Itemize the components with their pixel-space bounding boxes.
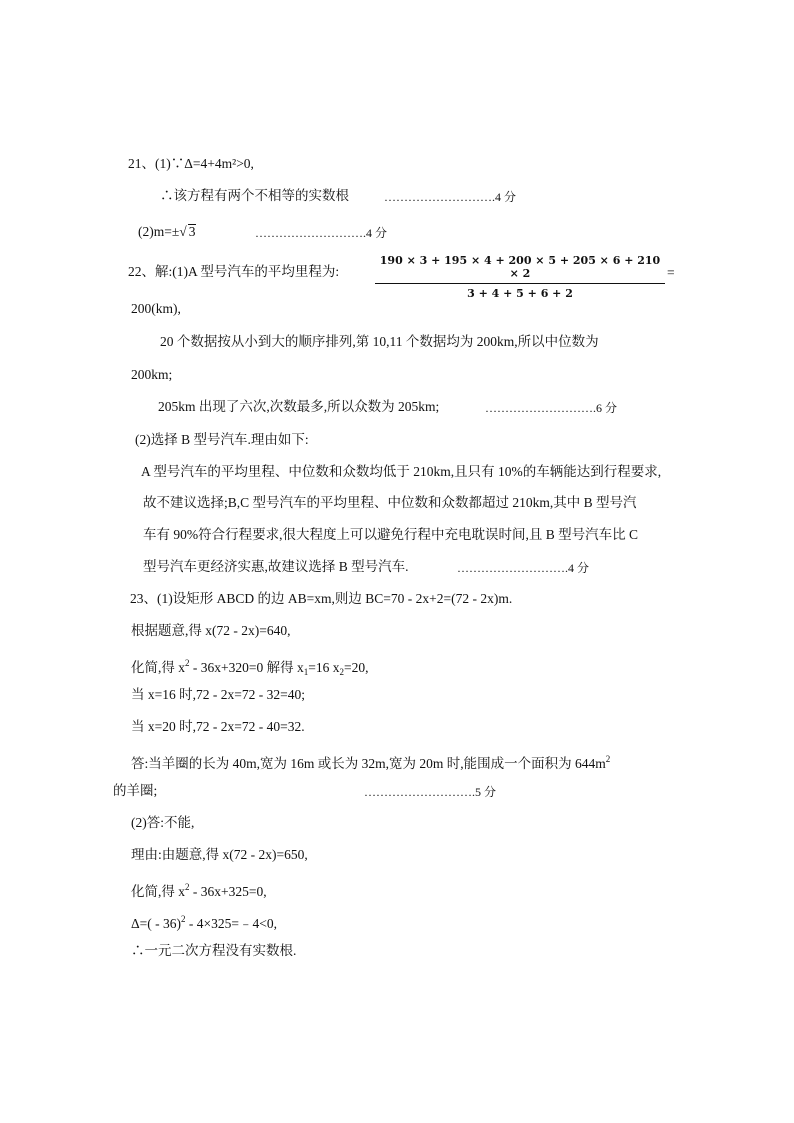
q23-answer-part-a: 答:当羊圈的长为 40m,宽为 16m 或长为 32m,宽为 20m 时,能围成一个面积为 644m <box>131 756 606 771</box>
q23-part2-line3-a: Δ=( - 36) <box>131 916 182 931</box>
q22-part2-heading: (2)选择 B 型号汽车.理由如下: <box>135 432 309 447</box>
q23-answer-line2: 的羊圈; <box>113 783 158 798</box>
q22-median-line1: 20 个数据按从小到大的顺序排列,第 10,11 个数据均为 200km,所以中位数为 <box>160 334 599 349</box>
q23-part2-line3-sup: 2 <box>181 914 186 924</box>
q22-reason-line2: 故不建议选择;B,C 型号汽车的平均里程、中位数和众数都超过 210km,其中 B 型号汽 <box>143 495 637 510</box>
q23-answer-line1 <box>131 750 610 773</box>
q23-part2-line2-sup: 2 <box>185 882 190 892</box>
q23-line5: 当 x=20 时,72 - 2x=72 - 40=32. <box>131 719 305 734</box>
q22-median-line2: 200km; <box>131 367 173 382</box>
q21-part2-score: ……………………….4 分 <box>255 226 388 240</box>
q21-part1-score: ……………………….4 分 <box>384 190 517 204</box>
q23-answer-sup: 2 <box>605 754 611 764</box>
sqrt-sign-icon: √ <box>179 224 187 239</box>
q23-line3-part-c: =16 x <box>308 660 340 675</box>
q21-part2-radicand: 3 <box>188 224 196 239</box>
q23-line3 <box>131 654 368 681</box>
q21-part2-prefix: (2)m=± <box>138 224 180 239</box>
q23-line3-sup: 2 <box>185 658 190 668</box>
q23-line4: 当 x=16 时,72 - 2x=72 - 32=40; <box>131 687 305 702</box>
q22-reason-score: ……………………….4 分 <box>457 561 590 575</box>
q23-line3-sub1: 1 <box>303 667 309 677</box>
q23-part2-line4: ∴一元二次方程没有实数根. <box>131 943 297 958</box>
q22-fraction-numerator: 190 × 3 + 195 × 4 + 200 × 5 + 205 × 6 + 210 × 2 <box>375 254 665 284</box>
q22-reason-line3: 车有 90%符合行程要求,很大程度上可以避免行程中充电耽误时间,且 B 型号汽车比 C <box>143 527 639 542</box>
q23-line3-part-a: 化简,得 x <box>131 660 185 675</box>
q23-part2-heading: (2)答:不能, <box>131 815 195 830</box>
q23-part2-line1: 理由:由题意,得 x(72 - 2x)=650, <box>131 847 308 862</box>
q21-part2-line <box>138 223 196 241</box>
q22-mean-fraction <box>375 254 665 300</box>
q23-part2-line2 <box>131 878 267 901</box>
q22-reason-line1: A 型号汽车的平均里程、中位数和众数均低于 210km,且只有 10%的车辆能达到行程要求, <box>141 464 662 479</box>
q23-line1: 23、(1)设矩形 ABCD 的边 AB=xm,则边 BC=70 - 2x+2=(72 - 2x)m. <box>130 591 513 606</box>
q23-part2-line2-b: - 36x+325=0, <box>189 884 267 899</box>
q23-answer-score: ……………………….5 分 <box>364 785 497 799</box>
q23-line3-part-d: =20, <box>343 660 369 675</box>
q21-part1-line1: 21、(1)∵Δ=4+4m²>0, <box>128 156 254 171</box>
q22-mean-result: 200(km), <box>131 301 181 316</box>
q23-line3-sub2: 2 <box>339 667 344 677</box>
q23-part2-line3-b: - 4×325=﹣4<0, <box>185 916 278 931</box>
q22-fraction-denominator: 3 + 4 + 5 + 6 + 2 <box>467 287 573 300</box>
q22-equals: = <box>667 265 675 280</box>
q23-line3-part-b: - 36x+320=0 解得 x <box>189 660 304 675</box>
q21-part1-line2: ∴该方程有两个不相等的实数根 <box>160 188 349 203</box>
q22-mode-line: 205km 出现了六次,次数最多,所以众数为 205km; <box>158 399 440 414</box>
q23-line2: 根据题意,得 x(72 - 2x)=640, <box>131 623 291 638</box>
q22-reason-line4: 型号汽车更经济实惠,故建议选择 B 型号汽车. <box>143 559 409 574</box>
q23-part2-line2-a: 化简,得 x <box>131 884 185 899</box>
q23-part2-line3 <box>131 910 277 933</box>
q22-mode-score: ……………………….6 分 <box>485 401 618 415</box>
q22-intro: 22、解:(1)A 型号汽车的平均里程为: <box>128 264 340 279</box>
